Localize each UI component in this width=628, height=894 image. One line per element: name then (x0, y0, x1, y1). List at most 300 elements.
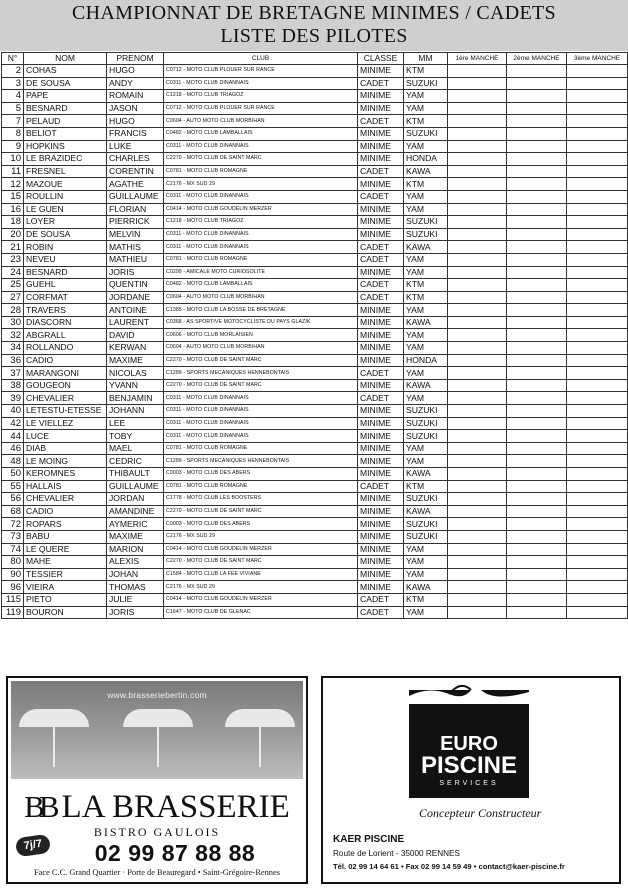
cell-manche-2 (507, 430, 567, 443)
cell-prenom: CEDRIC (107, 455, 164, 468)
cell-nom: LE MOING (24, 455, 107, 468)
cell-classe: CADET (358, 392, 404, 405)
cell-nom: GOUGEON (24, 379, 107, 392)
cell-mm: YAM (404, 543, 448, 556)
terrace-photo (11, 681, 303, 779)
cell-manche-2 (507, 417, 567, 430)
col-header-num: N° (2, 53, 24, 65)
cell-classe: MINIME (358, 543, 404, 556)
cell-club: C0414 - MOTO CLUB GOUDELIN MERZER (164, 593, 358, 606)
col-header-manche-1: 1ère MANCHE (448, 53, 507, 65)
cell-manche-2 (507, 153, 567, 166)
cell-num: 24 (2, 266, 24, 279)
cell-club: C2270 - MOTO CLUB DE SAINT MARC (164, 354, 358, 367)
cell-manche-1 (448, 354, 507, 367)
cell-classe: MINIME (358, 140, 404, 153)
cell-manche-3 (567, 455, 628, 468)
cell-nom: BESNARD (24, 102, 107, 115)
europiscine-ad (321, 676, 621, 884)
cell-prenom: AYMERIC (107, 518, 164, 531)
table-row (2, 304, 628, 317)
cell-prenom: MAXIME (107, 530, 164, 543)
cell-manche-3 (567, 291, 628, 304)
table-row (2, 140, 628, 153)
cell-club: C0311 - MOTO CLUB DINANNAIS (164, 140, 358, 153)
cell-manche-2 (507, 216, 567, 229)
cell-mm: SUZUKI (404, 405, 448, 418)
cell-manche-3 (567, 379, 628, 392)
cell-manche-2 (507, 468, 567, 481)
cell-mm: SUZUKI (404, 430, 448, 443)
cell-manche-3 (567, 442, 628, 455)
cell-club: C0003 - MOTO CLUB DES ABERS (164, 468, 358, 481)
cell-num: 21 (2, 241, 24, 254)
cell-num: 3 (2, 77, 24, 90)
cell-classe: CADET (358, 253, 404, 266)
wave-icon (409, 682, 529, 704)
cell-num: 15 (2, 190, 24, 203)
table-row (2, 65, 628, 78)
cell-manche-1 (448, 543, 507, 556)
cell-prenom: PIERRICK (107, 216, 164, 229)
cell-club: C0368 - AS SPORTIVE MOTOCYCLISTE DU PAYS GLAZIK (164, 316, 358, 329)
cell-prenom: ANTOINE (107, 304, 164, 317)
brasserie-logo (8, 790, 306, 824)
brasserie-url: www.brasseriebertin.com (107, 690, 207, 700)
cell-manche-2 (507, 165, 567, 178)
cell-nom: LUCE (24, 430, 107, 443)
cell-club: C2176 - MX SUD 29 (164, 530, 358, 543)
table-row (2, 543, 628, 556)
cell-manche-1 (448, 216, 507, 229)
cell-manche-2 (507, 392, 567, 405)
cell-club: C1289 - SPORTS MECANIQUES HENNEBONTAIS (164, 455, 358, 468)
cell-num: 46 (2, 442, 24, 455)
cell-mm: YAM (404, 140, 448, 153)
table-row (2, 165, 628, 178)
cell-club: C0781 - MOTO CLUB ROMAGNE (164, 480, 358, 493)
brasserie-phone: 02 99 87 88 88 (94, 840, 256, 866)
cell-manche-3 (567, 279, 628, 292)
umbrella-shape (225, 709, 295, 727)
cell-manche-1 (448, 593, 507, 606)
cell-mm: YAM (404, 266, 448, 279)
cell-manche-3 (567, 65, 628, 78)
cell-classe: MINIME (358, 127, 404, 140)
cell-manche-1 (448, 367, 507, 380)
cell-mm: HONDA (404, 153, 448, 166)
cell-mm: KAWA (404, 468, 448, 481)
cell-manche-3 (567, 505, 628, 518)
cell-classe: MINIME (358, 556, 404, 569)
cell-manche-3 (567, 417, 628, 430)
cell-club: C0311 - MOTO CLUB DINANNAIS (164, 228, 358, 241)
cell-manche-1 (448, 505, 507, 518)
cell-prenom: MARION (107, 543, 164, 556)
table-row (2, 379, 628, 392)
cell-mm: KAWA (404, 241, 448, 254)
table-row (2, 279, 628, 292)
cell-club: C2176 - MX SUD 29 (164, 581, 358, 594)
cell-mm: KAWA (404, 165, 448, 178)
cell-manche-3 (567, 316, 628, 329)
cell-manche-2 (507, 455, 567, 468)
cell-manche-1 (448, 581, 507, 594)
cell-manche-1 (448, 279, 507, 292)
cell-club: C2270 - MOTO CLUB DE SAINT MARC (164, 505, 358, 518)
umbrella-shape (123, 709, 193, 727)
cell-manche-2 (507, 505, 567, 518)
cell-manche-3 (567, 178, 628, 191)
table-row (2, 316, 628, 329)
table-row (2, 77, 628, 90)
table-row (2, 342, 628, 355)
cell-club: C0781 - MOTO CLUB ROMAGNE (164, 165, 358, 178)
cell-nom: COHAS (24, 65, 107, 78)
col-header-mm: MM (404, 53, 448, 65)
brasserie-name: LA BRASSERIE (61, 789, 290, 825)
cell-club: C2176 - MX SUD 29 (164, 178, 358, 191)
cell-mm: YAM (404, 568, 448, 581)
col-header-club: CLUB (164, 53, 358, 65)
cell-nom: DE SOUSA (24, 77, 107, 90)
cell-num: 72 (2, 518, 24, 531)
cell-classe: CADET (358, 279, 404, 292)
cell-classe: CADET (358, 77, 404, 90)
cell-nom: ROBIN (24, 241, 107, 254)
cell-manche-1 (448, 342, 507, 355)
cell-club: C1647 - MOTO CLUB DE GLENAC (164, 606, 358, 619)
cell-mm: KAWA (404, 316, 448, 329)
cell-mm: YAM (404, 442, 448, 455)
cell-manche-2 (507, 253, 567, 266)
cell-classe: MINIME (358, 417, 404, 430)
cell-classe: MINIME (358, 342, 404, 355)
cell-club: C0311 - MOTO CLUB DINANNAIS (164, 417, 358, 430)
cell-manche-2 (507, 241, 567, 254)
company-name: KAER PISCINE (333, 834, 405, 845)
cell-club: C0604 - AUTO MOTO CLUB MORBIHAN (164, 342, 358, 355)
cell-classe: MINIME (358, 442, 404, 455)
cell-num: 38 (2, 379, 24, 392)
cell-num: 8 (2, 127, 24, 140)
cell-manche-1 (448, 329, 507, 342)
cell-num: 73 (2, 530, 24, 543)
cell-club: C1289 - SPORTS MECANIQUES HENNEBONTAIS (164, 367, 358, 380)
cell-manche-1 (448, 468, 507, 481)
cell-manche-2 (507, 304, 567, 317)
cell-club: C1218 - MOTO CLUB TRIAGOZ (164, 216, 358, 229)
cell-manche-1 (448, 556, 507, 569)
cell-manche-3 (567, 530, 628, 543)
cell-nom: VIEIRA (24, 581, 107, 594)
cell-manche-1 (448, 127, 507, 140)
cell-nom: HALLAIS (24, 480, 107, 493)
cell-nom: BELIOT (24, 127, 107, 140)
cell-prenom: CORENTIN (107, 165, 164, 178)
cell-num: 16 (2, 203, 24, 216)
cell-num: 28 (2, 304, 24, 317)
cell-manche-3 (567, 367, 628, 380)
cell-mm: YAM (404, 606, 448, 619)
table-header-row (2, 53, 628, 65)
cell-club: C1218 - MOTO CLUB TRIAGOZ (164, 90, 358, 103)
cell-prenom: LAURENT (107, 316, 164, 329)
cell-mm: KTM (404, 480, 448, 493)
col-header-prenom: PRENOM (107, 53, 164, 65)
brasserie-subtitle: BISTRO GAULOIS (93, 825, 221, 839)
cell-manche-1 (448, 442, 507, 455)
cell-club: C0414 - MOTO CLUB GOUDELIN MERZER (164, 203, 358, 216)
page-subtitle: LISTE DES PILOTES (220, 25, 408, 47)
cell-manche-2 (507, 203, 567, 216)
cell-num: 40 (2, 405, 24, 418)
cell-manche-3 (567, 241, 628, 254)
cell-mm: SUZUKI (404, 77, 448, 90)
cell-classe: CADET (358, 115, 404, 128)
cell-classe: CADET (358, 165, 404, 178)
cell-num: 115 (2, 593, 24, 606)
cell-prenom: THIBAULT (107, 468, 164, 481)
table-row (2, 405, 628, 418)
cell-manche-1 (448, 480, 507, 493)
cell-nom: PIETO (24, 593, 107, 606)
cell-manche-1 (448, 115, 507, 128)
cell-num: 68 (2, 505, 24, 518)
cell-manche-3 (567, 90, 628, 103)
umbrella-pole (157, 727, 159, 767)
cell-manche-2 (507, 127, 567, 140)
col-header-manche-2: 2ème MANCHE (507, 53, 567, 65)
cell-nom: BOURON (24, 606, 107, 619)
cell-classe: CADET (358, 291, 404, 304)
table-row (2, 417, 628, 430)
cell-classe: CADET (358, 480, 404, 493)
cell-manche-2 (507, 279, 567, 292)
cell-club: C0712 - MOTO CLUB PLOUER SUR RANCE (164, 102, 358, 115)
cell-mm: SUZUKI (404, 518, 448, 531)
cell-manche-3 (567, 140, 628, 153)
table-row (2, 90, 628, 103)
page-title: CHAMPIONNAT DE BRETAGNE MINIMES / CADETS (72, 2, 556, 24)
cell-manche-3 (567, 405, 628, 418)
cell-manche-2 (507, 190, 567, 203)
cell-num: 34 (2, 342, 24, 355)
cell-manche-3 (567, 228, 628, 241)
cell-classe: MINIME (358, 568, 404, 581)
cell-manche-2 (507, 342, 567, 355)
table-row (2, 430, 628, 443)
cell-mm: KTM (404, 291, 448, 304)
cell-num: 36 (2, 354, 24, 367)
table-row (2, 367, 628, 380)
cell-manche-2 (507, 405, 567, 418)
cell-prenom: MATHIS (107, 241, 164, 254)
cell-mm: KAWA (404, 505, 448, 518)
cell-mm: YAM (404, 102, 448, 115)
cell-nom: ROPARS (24, 518, 107, 531)
cell-manche-3 (567, 468, 628, 481)
cell-prenom: BENJAMIN (107, 392, 164, 405)
table-row (2, 530, 628, 543)
cell-manche-1 (448, 228, 507, 241)
cell-manche-2 (507, 480, 567, 493)
cell-num: 4 (2, 90, 24, 103)
cell-classe: MINIME (358, 354, 404, 367)
brasserie-ad (6, 676, 308, 884)
cell-manche-1 (448, 90, 507, 103)
cell-manche-1 (448, 405, 507, 418)
cell-prenom: MATHIEU (107, 253, 164, 266)
cell-prenom: ALEXIS (107, 556, 164, 569)
cell-nom: CADIO (24, 505, 107, 518)
cell-club: C0482 - MOTO CLUB LAMBALLAIS (164, 127, 358, 140)
cell-classe: MINIME (358, 493, 404, 506)
col-header-manche-3: 3ème MANCHE (567, 53, 628, 65)
cell-mm: YAM (404, 90, 448, 103)
cell-club: C0311 - MOTO CLUB DINANNAIS (164, 77, 358, 90)
cell-classe: CADET (358, 593, 404, 606)
cell-club: C0311 - MOTO CLUB DINANNAIS (164, 392, 358, 405)
cell-manche-2 (507, 329, 567, 342)
cell-num: 55 (2, 480, 24, 493)
table-row (2, 606, 628, 619)
cell-manche-1 (448, 140, 507, 153)
cell-manche-2 (507, 228, 567, 241)
table-row (2, 556, 628, 569)
cell-classe: MINIME (358, 405, 404, 418)
cell-mm: YAM (404, 556, 448, 569)
cell-nom: CADIO (24, 354, 107, 367)
cell-classe: MINIME (358, 228, 404, 241)
table-row (2, 190, 628, 203)
cell-mm: SUZUKI (404, 228, 448, 241)
cell-prenom: MAEL (107, 442, 164, 455)
cell-manche-2 (507, 379, 567, 392)
cell-manche-3 (567, 581, 628, 594)
umbrella-shape (19, 709, 89, 727)
cell-mm: YAM (404, 253, 448, 266)
cell-manche-1 (448, 304, 507, 317)
cell-manche-3 (567, 115, 628, 128)
cell-manche-1 (448, 430, 507, 443)
cell-prenom: NICOLAS (107, 367, 164, 380)
cell-classe: MINIME (358, 153, 404, 166)
cell-nom: KEROMNES (24, 468, 107, 481)
cell-manche-3 (567, 593, 628, 606)
table-row (2, 480, 628, 493)
cell-nom: FRESNEL (24, 165, 107, 178)
cell-manche-1 (448, 178, 507, 191)
cell-prenom: HUGO (107, 115, 164, 128)
cell-manche-3 (567, 127, 628, 140)
cell-classe: MINIME (358, 178, 404, 191)
cell-manche-3 (567, 518, 628, 531)
cell-manche-1 (448, 606, 507, 619)
cell-club: C0299 - AMICALE MOTO CURIOSOLITE (164, 266, 358, 279)
cell-manche-3 (567, 304, 628, 317)
cell-manche-1 (448, 203, 507, 216)
cell-prenom: DAVID (107, 329, 164, 342)
logo-piscine: PISCINE (420, 752, 518, 779)
cell-prenom: GUILLAUME (107, 480, 164, 493)
cell-prenom: JOHANN (107, 405, 164, 418)
cell-nom: ROULLIN (24, 190, 107, 203)
cell-club: C1584 - MOTO CLUB LA FEE VIVIANE (164, 568, 358, 581)
table-row (2, 581, 628, 594)
cell-classe: MINIME (358, 329, 404, 342)
table-row (2, 253, 628, 266)
cell-num: 23 (2, 253, 24, 266)
cell-manche-1 (448, 165, 507, 178)
cell-manche-1 (448, 568, 507, 581)
cell-nom: LE QUERE (24, 543, 107, 556)
cell-nom: ABGRALL (24, 329, 107, 342)
cell-nom: LE GUEN (24, 203, 107, 216)
cell-nom: CHEVALIER (24, 392, 107, 405)
cell-nom: MAHE (24, 556, 107, 569)
cell-classe: MINIME (358, 216, 404, 229)
cell-club: C0003 - MOTO CLUB DES ABERS (164, 518, 358, 531)
cell-num: 12 (2, 178, 24, 191)
cell-manche-3 (567, 77, 628, 90)
cell-manche-2 (507, 77, 567, 90)
cell-mm: KAWA (404, 379, 448, 392)
cell-club: C0781 - MOTO CLUB ROMAGNE (164, 442, 358, 455)
cell-classe: MINIME (358, 203, 404, 216)
cell-classe: MINIME (358, 102, 404, 115)
cell-mm: KTM (404, 115, 448, 128)
cell-manche-2 (507, 266, 567, 279)
cell-manche-2 (507, 354, 567, 367)
cell-nom: HOPKINS (24, 140, 107, 153)
company-address: Route de Lorient - 35000 RENNES (333, 849, 460, 858)
cell-club: C0311 - MOTO CLUB DINANNAIS (164, 430, 358, 443)
cell-prenom: LEE (107, 417, 164, 430)
cell-prenom: AMANDINE (107, 505, 164, 518)
cell-prenom: LUKE (107, 140, 164, 153)
col-header-nom: NOM (24, 53, 107, 65)
cell-manche-3 (567, 480, 628, 493)
table-row (2, 568, 628, 581)
cell-manche-3 (567, 342, 628, 355)
cell-mm: YAM (404, 304, 448, 317)
cell-manche-2 (507, 291, 567, 304)
cell-num: 10 (2, 153, 24, 166)
table-row (2, 241, 628, 254)
cell-club: C0604 - AUTO MOTO CLUB MORBIHAN (164, 291, 358, 304)
cell-classe: MINIME (358, 90, 404, 103)
cell-club: C0311 - MOTO CLUB DINANNAIS (164, 405, 358, 418)
cell-mm: HONDA (404, 354, 448, 367)
cell-manche-1 (448, 253, 507, 266)
europiscine-logo (409, 690, 529, 798)
cell-classe: MINIME (358, 266, 404, 279)
cell-nom: MARANGONI (24, 367, 107, 380)
cell-classe: CADET (358, 190, 404, 203)
company-contact: Tél. 02 99 14 64 61 • Fax 02 99 14 59 49 • contact@kaer-piscine.fr (333, 862, 565, 871)
cell-club: C0414 - MOTO CLUB GOUDELIN MERZER (164, 543, 358, 556)
cell-manche-2 (507, 581, 567, 594)
cell-prenom: JORDANE (107, 291, 164, 304)
cell-manche-1 (448, 190, 507, 203)
cell-manche-3 (567, 329, 628, 342)
cell-manche-3 (567, 354, 628, 367)
cell-club: C0311 - MOTO CLUB DINANNAIS (164, 241, 358, 254)
cell-manche-1 (448, 518, 507, 531)
cell-manche-2 (507, 316, 567, 329)
cell-nom: ROLLANDO (24, 342, 107, 355)
